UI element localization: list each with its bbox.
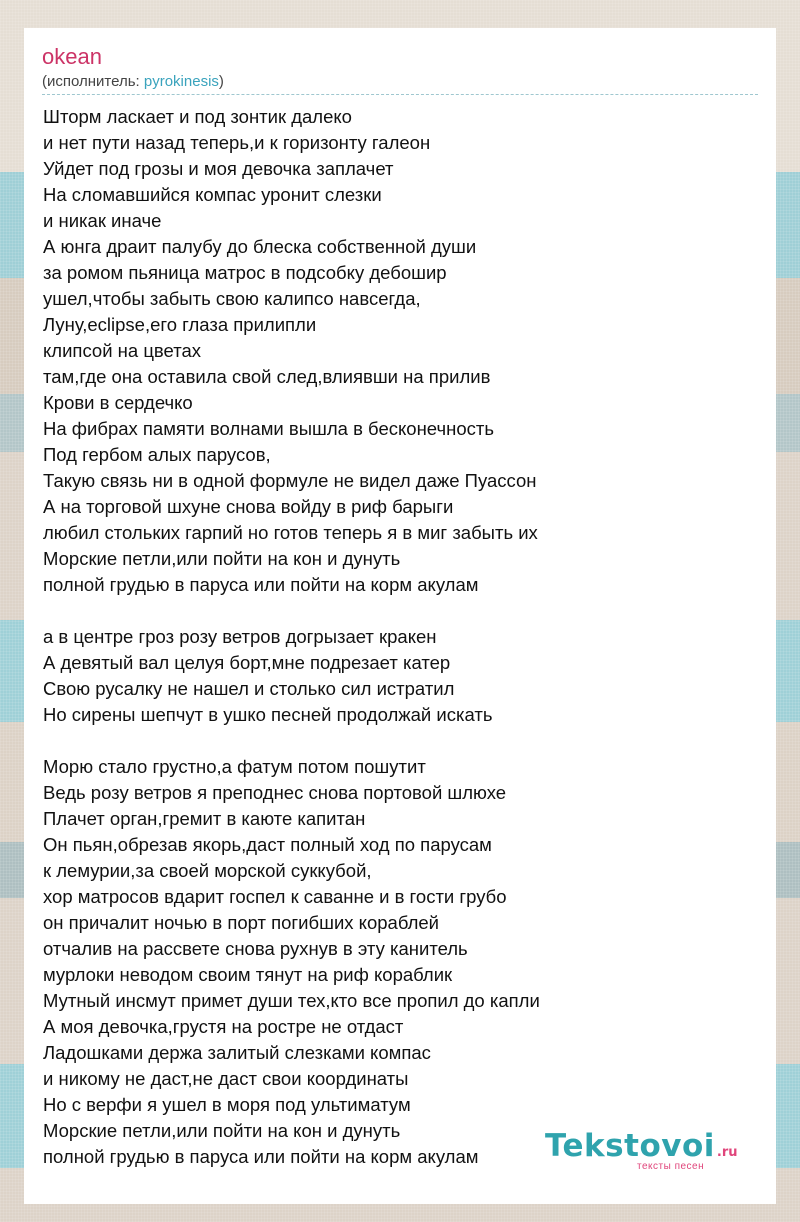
lyric-line: Но с верфи я ушел в моря под ультиматум — [43, 1094, 411, 1115]
lyric-line: Ведь розу ветров я преподнес снова портовой шлюхе — [43, 782, 507, 803]
lyric-line: любил стольких гарпий но готов теперь я в миг забыть их — [43, 522, 538, 543]
lyric-line: На сломавшийся компас уронит слезки — [43, 184, 382, 205]
lyric-line: там,где она оставила свой след,влиявши на прилив — [43, 366, 491, 387]
artist-line — [42, 73, 224, 91]
lyric-line: Плачет орган,гремит в каюте капитан — [43, 808, 366, 829]
lyric-line: за ромом пьяница матрос в подсобку дебошир — [43, 262, 447, 283]
artist-suffix: ) — [218, 73, 224, 90]
lyric-line: к лемурии,за своей морской суккубой, — [43, 860, 372, 881]
lyric-line: Шторм ласкает и под зонтик далеко — [43, 106, 352, 127]
lyric-line: Мутный инсмут примет души тех,кто все пропил до капли — [43, 990, 540, 1011]
lyric-line: хор матросов вдарит госпел к саванне и в гости грубо — [43, 886, 507, 907]
lyric-line: На фибрах памяти волнами вышла в бесконечность — [43, 418, 494, 439]
lyric-line: и никому не даст,не даст свои координаты — [43, 1068, 409, 1089]
lyric-line: а в центре гроз розу ветров догрызает кракен — [43, 626, 437, 647]
lyric-line: ушел,чтобы забыть свою калипсо навсегда, — [43, 288, 421, 309]
lyric-line: Морские петли,или пойти на кон и дунуть — [43, 548, 401, 569]
lyric-line: он причалит ночью в порт погибших кораблей — [43, 912, 440, 933]
site-logo[interactable] — [545, 1128, 755, 1172]
lyric-line — [43, 598, 763, 624]
lyric-line: Свою русалку не нашел и столько сил истратил — [43, 678, 455, 699]
lyric-line: и никак иначе — [43, 210, 162, 231]
lyrics-text — [43, 104, 763, 1170]
lyric-line: отчалив на рассвете снова рухнув в эту канитель — [43, 938, 468, 959]
lyric-line: Морские петли,или пойти на кон и дунуть — [43, 1120, 401, 1141]
lyric-line: А девятый вал целуя борт,мне подрезает катер — [43, 652, 451, 673]
lyric-line: клипсой на цветах — [43, 340, 202, 361]
lyric-line: Такую связь ни в одной формуле не видел даже Пуассон — [43, 470, 537, 491]
title-divider — [42, 94, 758, 95]
lyric-line: Крови в сердечко — [43, 392, 193, 413]
logo-name: Tekstovoi — [545, 1128, 715, 1164]
lyric-line: Луну,eclipse,его глаза прилипли — [43, 314, 317, 335]
lyric-line: А на торговой шхуне снова войду в риф барыги — [43, 496, 454, 517]
artist-link[interactable]: pyrokinesis — [143, 73, 219, 90]
lyric-line: А юнга драит палубу до блеска собственной души — [43, 236, 477, 257]
lyric-line: Но сирены шепчут в ушко песней продолжай искать — [43, 704, 493, 725]
logo-tagline: тексты песен — [637, 1161, 705, 1172]
lyric-line: мурлоки неводом своим тянут на риф кораблик — [43, 964, 453, 985]
song-title: okean — [42, 44, 102, 69]
lyric-line: Уйдет под грозы и моя девочка заплачет — [43, 158, 394, 179]
lyrics-card — [24, 28, 776, 1204]
lyric-line: полной грудью в паруса или пойти на корм акулам — [43, 1146, 479, 1167]
lyric-line: Морю стало грустно,а фатум потом пошутит — [43, 756, 426, 777]
lyric-line: полной грудью в паруса или пойти на корм акулам — [43, 574, 479, 595]
lyric-line: Он пьян,обрезав якорь,даст полный ход по парусам — [43, 834, 492, 855]
lyric-line: Под гербом алых парусов, — [43, 444, 271, 465]
lyric-line — [43, 728, 763, 754]
lyric-line: А моя девочка,грустя на ростре не отдаст — [43, 1016, 404, 1037]
lyric-line: и нет пути назад теперь,и к горизонту галеон — [43, 132, 431, 153]
logo-tld: .ru — [716, 1145, 738, 1160]
lyric-line: Ладошками держа залитый слезками компас — [43, 1042, 431, 1063]
artist-prefix: (исполнитель: — [42, 73, 144, 90]
